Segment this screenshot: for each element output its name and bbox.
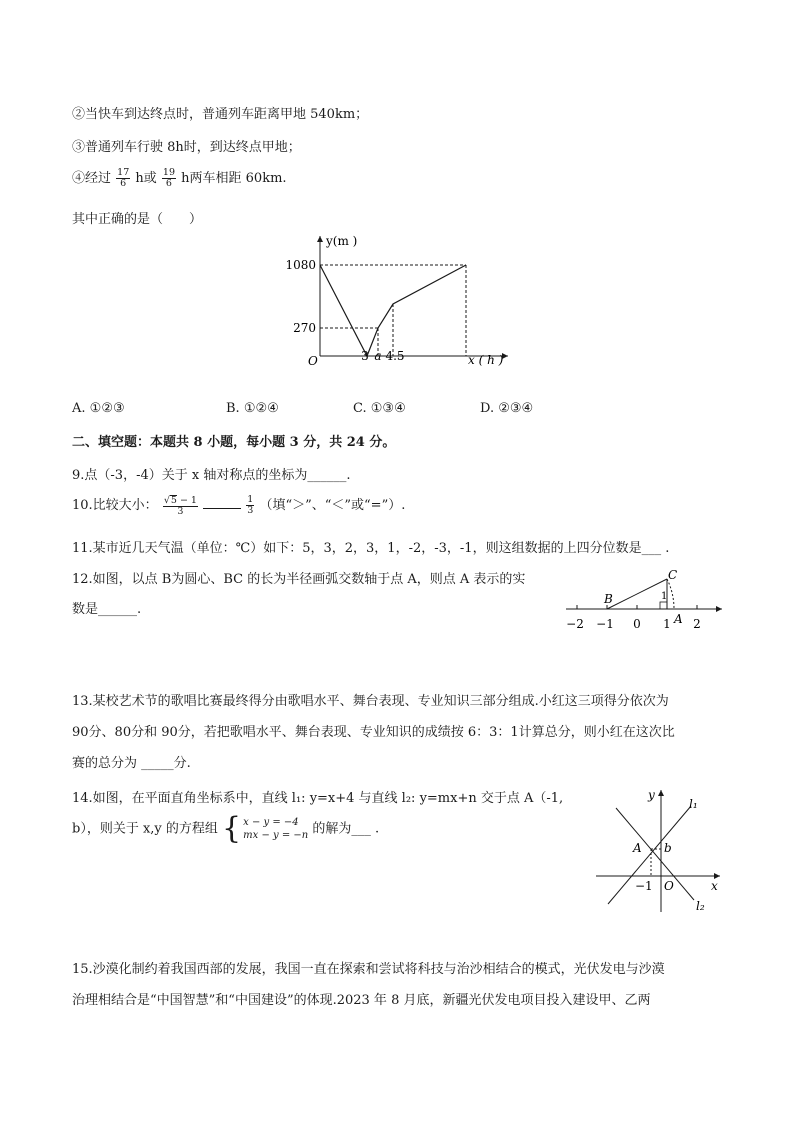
tick-neg1: −1 [596, 617, 614, 631]
origin-label: O [308, 354, 318, 368]
label-b: B [604, 592, 613, 606]
segment-bc [607, 579, 667, 609]
question-13-line-2: 90分、80分和 90分，若把歌唱水平、舞台表现、专业知识的成绩按 6：3：1计算总分，则小红在这次比 [72, 725, 675, 740]
statement-4 [72, 167, 287, 189]
number-line-figure [560, 566, 730, 636]
question-15-line-2: 治理相结合是“中国智慧”和“中国建设”的体现.2023 年 8 月底，新疆光伏发电项目投入建设甲、乙两 [72, 993, 651, 1008]
section-2-heading: 二、填空题：本题共 8 小题，每小题 3 分，共 24 分。 [72, 435, 396, 450]
tick-2: 2 [693, 617, 701, 631]
equation-system: { x − y = −4 mx − y = −n [222, 811, 309, 846]
y-tick-270: 270 [293, 321, 316, 335]
question-9: 9.点（-3，-4）关于 x 轴对称点的坐标为______. [72, 468, 351, 483]
coordinate-figure [592, 782, 727, 917]
right-angle-mark [660, 602, 667, 609]
label-l2: l₂ [696, 899, 705, 913]
q10-fraction-right: $\frac{1}{3}$ [247, 494, 254, 516]
distance-time-graph [285, 228, 520, 368]
x-tick-4.5: 4.5 [385, 349, 405, 363]
equation-1: x − y = −4 [243, 817, 299, 828]
choice-b[interactable]: B. ①②④ [226, 401, 279, 416]
fraction-19-6: $\frac{19}{6}$ [162, 167, 175, 189]
choice-a[interactable]: A. ①②③ [72, 401, 125, 416]
y-axis-label: y(m ) [326, 234, 358, 248]
label-x: x [711, 879, 718, 893]
statement-3: ③普通列车行驶 8h时，到达终点甲地； [72, 140, 301, 155]
label-a: A [633, 841, 642, 855]
label-c: C [668, 568, 678, 582]
question-14-line-2 [72, 811, 380, 846]
q10-pre: 10.比较大小： [72, 498, 158, 513]
tick-1: 1 [663, 617, 671, 631]
label-b: b [664, 841, 672, 855]
question-11: 11.某市近几天气温（单位：℃）如下：5，3，2，3，1，-2，-3，-1，则这组数据的上四分位数是___ . [72, 541, 670, 556]
tick-0: 0 [633, 617, 641, 631]
choice-d[interactable]: D. ②③④ [480, 401, 534, 416]
question-12-line-1: 12.如图，以点 B为圆心、BC 的长为半径画弧交数轴于点 A，则点 A 表示的实 [72, 572, 526, 587]
q10-fraction-left: $\frac{√5 - 1}{3}$ [163, 494, 197, 517]
question-13-line-3: 赛的总分为 _____分. [72, 756, 191, 771]
label-neg1: −1 [635, 879, 653, 893]
q10-blank[interactable] [203, 508, 241, 509]
q10-post: （填“＞”、“＜”或“=”）. [259, 498, 406, 513]
question-12-line-2: 数是______. [72, 602, 142, 617]
line-l2 [616, 808, 694, 900]
fraction-17-6: $\frac{17}{6}$ [117, 167, 130, 189]
label-a: A [674, 612, 683, 626]
question-13-line-1: 13.某校艺术节的歌唱比赛最终得分由歌唱水平、舞台表现、专业知识三部分组成.小红这三项得分依次为 [72, 694, 669, 709]
question-14-line-1: 14.如图，在平面直角坐标系中，直线 l₁: y=x+4 与直线 l₂: y=mx+n 交于点 A（-1, [72, 791, 564, 806]
x-tick-a: a [374, 349, 382, 363]
label-y: y [648, 788, 655, 802]
label-o: O [664, 879, 674, 893]
x-axis-label: x ( h ) [468, 353, 504, 367]
choice-c[interactable]: C. ①③④ [353, 401, 406, 416]
statement-2: ②当快车到达终点时，普通列车距离甲地 540km； [72, 107, 369, 122]
equation-2: mx − y = −n [243, 830, 309, 841]
label-one: 1 [661, 591, 668, 602]
q14-line-2-post: 的解为___ . [312, 821, 380, 837]
statement-4-post: h两车相距 60km. [181, 171, 287, 186]
question-prompt: 其中正确的是（ ） [72, 212, 203, 227]
x-tick-3: 3 [361, 349, 369, 363]
label-l1: l₁ [689, 797, 698, 811]
q14-line-2-pre: b），则关于 x,y 的方程组 [72, 821, 218, 837]
question-15-line-1: 15.沙漠化制约着我国西部的发展，我国一直在探索和尝试将科技与治沙相结合的模式，光伏发电与沙漠 [72, 962, 665, 977]
tick-neg2: −2 [566, 617, 584, 631]
statement-4-mid: h或 [135, 171, 157, 186]
question-10 [72, 494, 405, 517]
statement-4-pre: ④经过 [72, 171, 112, 186]
y-tick-1080: 1080 [285, 258, 316, 272]
arc [667, 579, 674, 609]
